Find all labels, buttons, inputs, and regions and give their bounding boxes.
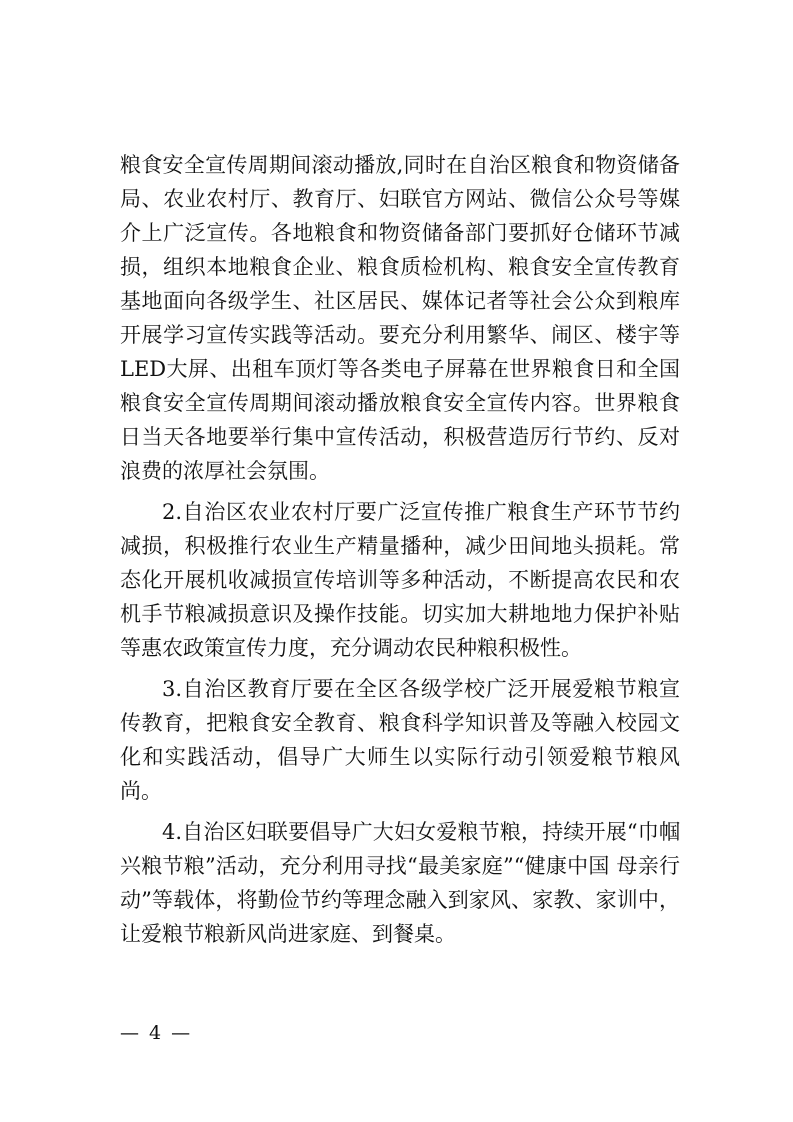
page-number: — 4 — <box>120 1022 193 1044</box>
paragraph-item-2: 2.自治区农业农村厅要广泛宣传推广粮食生产环节节约减损，积极推行农业生产精量播种，减少田间地头损耗。常态化开展机收减损宣传培训等多种活动，不断提高农民和农机手节粮减损意识及操作技能。切实加大耕地地力保护补贴等惠农政策宣传力度，充分调动农民种粮积极性。 <box>120 500 680 660</box>
document-body <box>120 148 680 958</box>
paragraph-continued: 粮食安全宣传周期间滚动播放,同时在自治区粮食和物资储备局、农业农村厅、教育厅、妇联官方网站、微信公众号等媒介上广泛宣传。各地粮食和物资储备部门要抓好仓储环节减损，组织本地粮食企业、粮食质检机构、粮食安全宣传教育基地面向各级学生、社区居民、媒体记者等社会公众到粮库开展学习宣传实践等活动。要充分利用繁华、闹区、楼宇等LED大屏、出租车顶灯等各类电子屏幕在世界粮食日和全国粮食安全宣传周期间滚动播放粮食安全宣传内容。世界粮食日当天各地要举行集中宣传活动，积极营造厉行节约、反对浪费的浓厚社会氛围。 <box>120 153 680 483</box>
paragraph-item-4: 4.自治区妇联要倡导广大妇女爱粮节粮，持续开展“巾帼兴粮节粮”活动，充分利用寻找“最美家庭”“健康中国 母亲行动”等载体，将勤俭节约等理念融入到家风、家教、家训中，让爱粮节粮新风尚进家庭、到餐桌。 <box>120 820 680 946</box>
paragraph-item-3: 3.自治区教育厅要在全区各级学校广泛开展爱粮节粮宣传教育，把粮食安全教育、粮食科学知识普及等融入校园文化和实践活动，倡导广大师生以实际行动引领爱粮节粮风尚。 <box>120 677 680 803</box>
